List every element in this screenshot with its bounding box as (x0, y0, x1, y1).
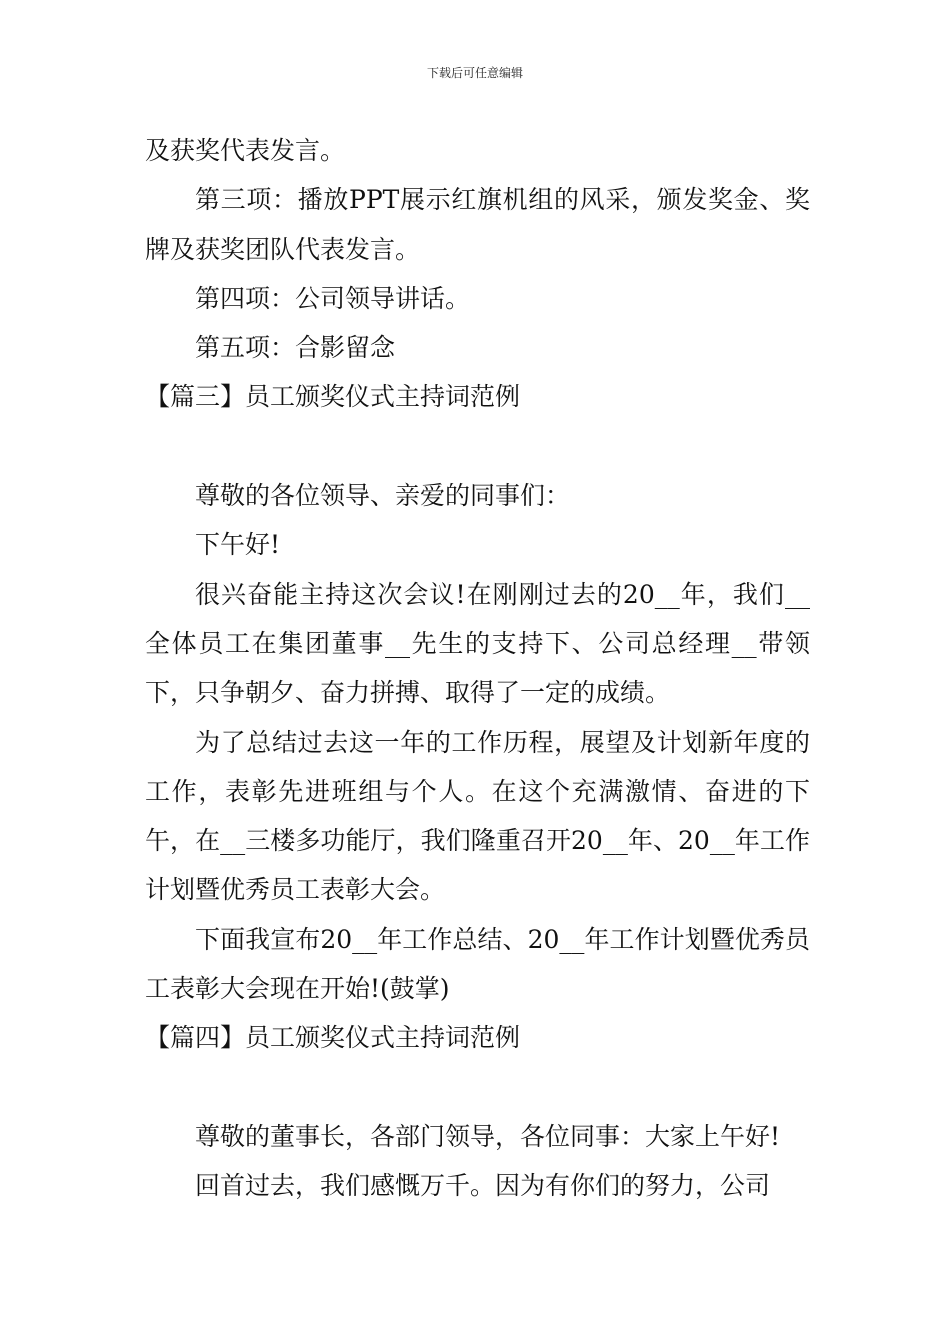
paragraph: 尊敬的各位领导、亲爱的同事们： (195, 481, 571, 511)
section-heading: 【篇四】员工颁奖仪式主持词范例 (145, 1023, 521, 1053)
blank-line (145, 422, 810, 471)
document-body (145, 126, 810, 1211)
paragraph: 第三项：播放PPT展示红旗机组的风采，颁发奖金、奖牌及获奖团队代表发言。 (145, 185, 810, 264)
section-heading: 【篇三】员工颁奖仪式主持词范例 (145, 382, 521, 412)
page-header: 下载后可任意编辑 (426, 66, 523, 80)
paragraph: 尊敬的董事长，各部门领导，各位同事：大家上午好! (195, 1121, 781, 1151)
paragraph: 下午好! (195, 530, 281, 560)
paragraph: 下面我宣布20__年工作总结、20__年工作计划暨优秀员工表彰大会现在开始!(鼓掌) (145, 924, 810, 1004)
paragraph: 很兴奋能主持这次会议!在刚刚过去的20__年，我们__全体员工在集团董事__先生的支持下、公司总经理__带领下，只争朝夕、奋力拼搏、取得了一定的成绩。 (145, 579, 810, 708)
paragraph: 为了总结过去这一年的工作历程，展望及计划新年度的工作，表彰先进班组与个人。在这个充满激情、奋进的下午，在__三楼多功能厅，我们隆重召开20__年、20__年工作计划暨优秀员工表彰大会。 (145, 727, 810, 905)
paragraph: 回首过去，我们感慨万千。因为有你们的努力，公司 (195, 1171, 771, 1201)
blank-line (145, 1063, 810, 1112)
paragraph: 第五项：合影留念 (195, 333, 396, 363)
paragraph: 第四项：公司领导讲话。 (195, 283, 471, 313)
paragraph: 及获奖代表发言。 (145, 136, 346, 165)
